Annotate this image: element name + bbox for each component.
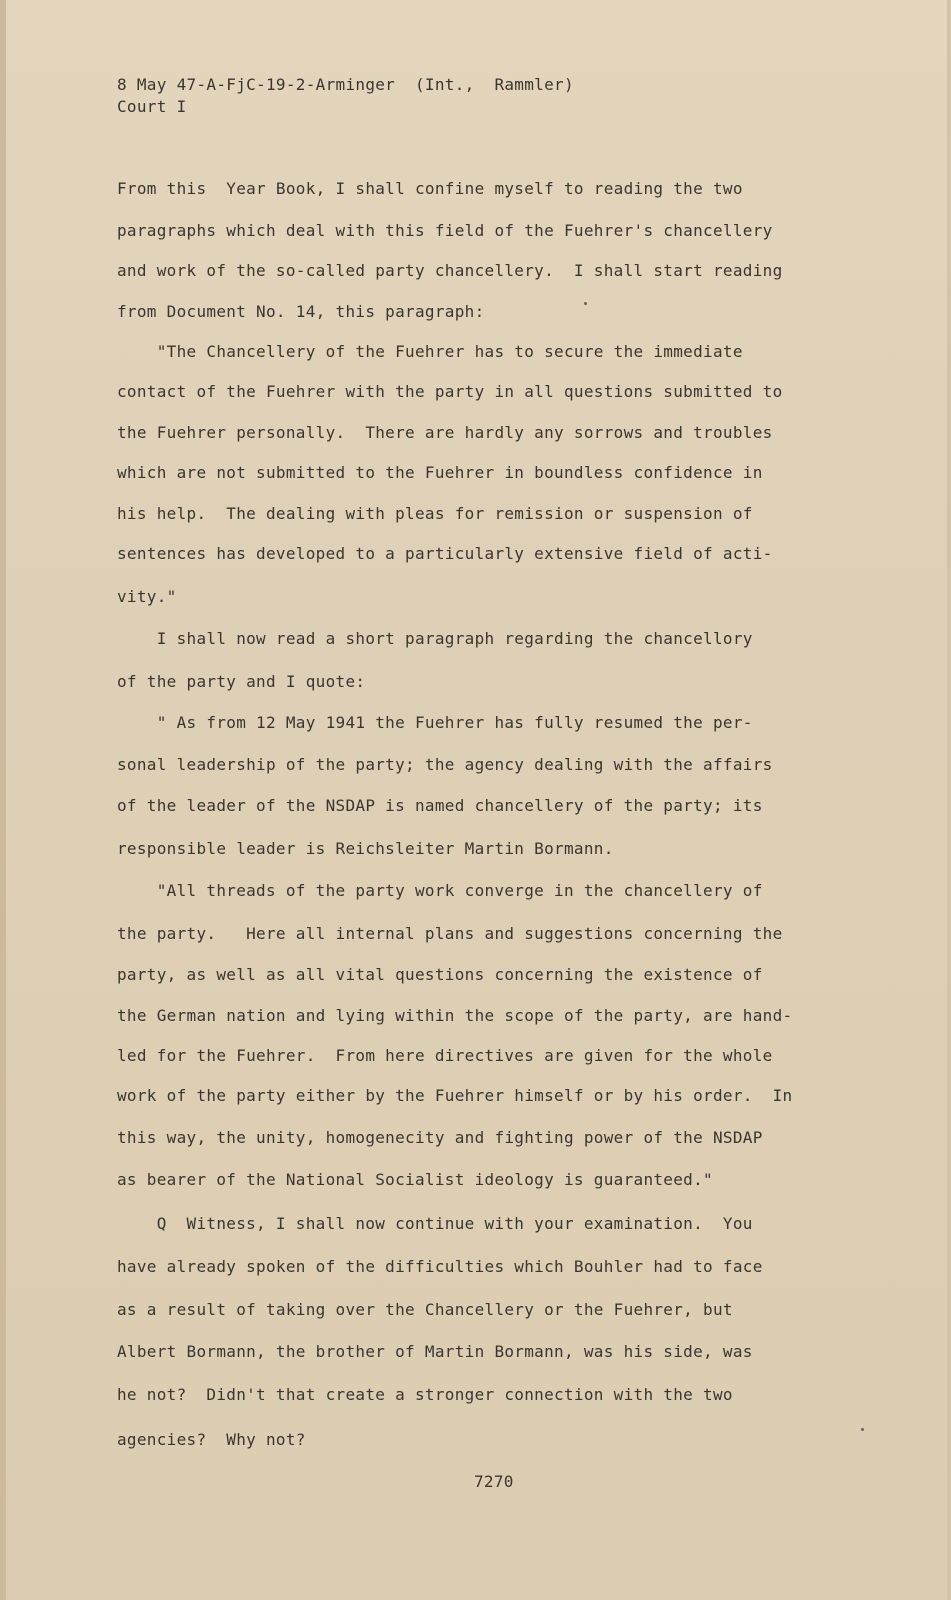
- transcript-line: agencies? Why not?: [117, 1430, 306, 1449]
- document-header: [117, 74, 574, 118]
- paper-speck: [584, 302, 587, 305]
- transcript-line: contact of the Fuehrer with the party in all questions submitted to: [117, 382, 783, 401]
- transcript-line: vity.": [117, 587, 177, 606]
- transcript-line: led for the Fuehrer. From here directives are given for the whole: [117, 1046, 773, 1065]
- transcript-line: sonal leadership of the party; the agency dealing with the affairs: [117, 755, 773, 774]
- transcript-line: I shall now read a short paragraph regarding the chancellory: [117, 629, 753, 648]
- transcript-line: " As from 12 May 1941 the Fuehrer has fully resumed the per-: [117, 713, 753, 732]
- header-session-line: 8 May 47-A-FjC-19-2-Arminger (Int., Rammler): [117, 75, 574, 94]
- transcript-line: from Document No. 14, this paragraph:: [117, 302, 485, 321]
- page-number: 7270: [474, 1472, 514, 1491]
- transcript-line: as a result of taking over the Chancellery or the Fuehrer, but: [117, 1300, 733, 1319]
- transcript-line: and work of the so-called party chancellery. I shall start reading: [117, 261, 783, 280]
- transcript-line: From this Year Book, I shall confine myself to reading the two: [117, 179, 743, 198]
- transcript-line: as bearer of the National Socialist ideology is guaranteed.": [117, 1170, 713, 1189]
- transcript-line: his help. The dealing with pleas for remission or suspension of: [117, 504, 753, 523]
- transcript-line: this way, the unity, homogenecity and fighting power of the NSDAP: [117, 1128, 763, 1147]
- transcript-line: work of the party either by the Fuehrer himself or by his order. In: [117, 1086, 793, 1105]
- transcript-line: responsible leader is Reichsleiter Martin Bormann.: [117, 839, 614, 858]
- transcript-line: party, as well as all vital questions concerning the existence of: [117, 965, 763, 984]
- transcript-line: the German nation and lying within the scope of the party, are hand-: [117, 1006, 793, 1025]
- transcript-line: Q Witness, I shall now continue with your examination. You: [117, 1214, 753, 1233]
- paper-speck: [861, 1428, 864, 1431]
- transcript-line: paragraphs which deal with this field of the Fuehrer's chancellery: [117, 221, 773, 240]
- transcript-line: "All threads of the party work converge in the chancellery of: [117, 881, 763, 900]
- transcript-line: the party. Here all internal plans and suggestions concerning the: [117, 924, 783, 943]
- transcript-line: "The Chancellery of the Fuehrer has to secure the immediate: [117, 342, 743, 361]
- header-court-line: Court I: [117, 97, 187, 116]
- transcript-line: sentences has developed to a particularly extensive field of acti-: [117, 544, 773, 563]
- transcript-line: which are not submitted to the Fuehrer in boundless confidence in: [117, 463, 763, 482]
- transcript-line: of the leader of the NSDAP is named chancellery of the party; its: [117, 796, 763, 815]
- transcript-line: the Fuehrer personally. There are hardly any sorrows and troubles: [117, 423, 773, 442]
- transcript-line: have already spoken of the difficulties which Bouhler had to face: [117, 1257, 763, 1276]
- transcript-line: he not? Didn't that create a stronger connection with the two: [117, 1385, 733, 1404]
- transcript-line: Albert Bormann, the brother of Martin Bormann, was his side, was: [117, 1342, 753, 1361]
- transcript-line: of the party and I quote:: [117, 672, 366, 691]
